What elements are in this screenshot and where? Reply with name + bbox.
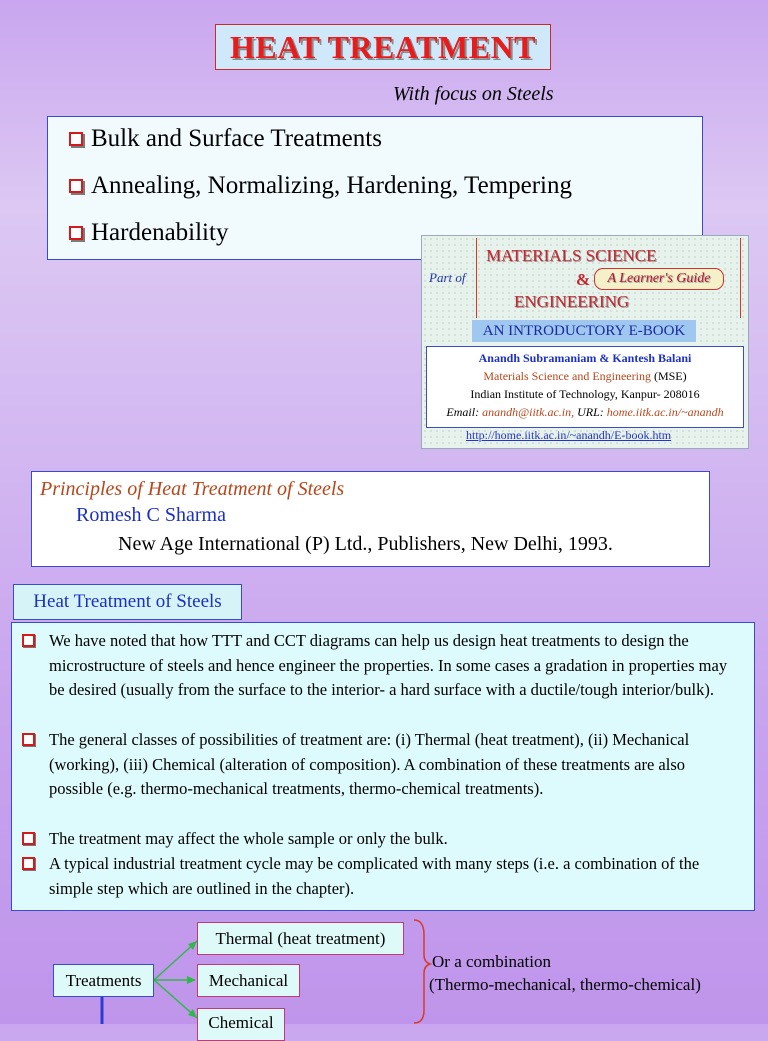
topic-label: Hardenability — [91, 219, 229, 246]
reference-box — [31, 471, 710, 567]
checkbox-bullet-icon — [22, 832, 35, 845]
topic-item — [69, 125, 382, 153]
content-box — [11, 622, 755, 911]
checkbox-bullet-icon — [69, 226, 83, 240]
diagram-node-thermal: Thermal (heat treatment) — [197, 922, 404, 955]
reference-title: Principles of Heat Treatment of Steels — [40, 478, 345, 500]
cover-divider — [476, 238, 477, 318]
paragraph-text: A typical industrial treatment cycle may be complicated with many steps (i.e. a combination of the simple step which are outlined in the chapter). — [49, 854, 700, 898]
subtitle: With focus on Steels — [393, 83, 554, 105]
book-contact — [427, 405, 743, 420]
ebook-link[interactable]: http://home.iitk.ac.in/~anandh/E-book.htm — [466, 428, 672, 442]
email-label: Email: — [446, 405, 480, 419]
part-of-label: Part of — [429, 270, 466, 285]
diagram-node-chemical: Chemical — [197, 1008, 285, 1041]
book-dept-abbr: (MSE) — [653, 369, 687, 383]
checkbox-bullet-icon — [69, 179, 83, 193]
url-label: URL: — [577, 405, 604, 419]
reference-publisher: New Age International (P) Ltd., Publishers, New Delhi, 1993. — [118, 533, 613, 555]
diagram-node-mechanical: Mechanical — [197, 964, 300, 997]
book-dept: Materials Science and Engineering — [483, 369, 651, 383]
book-subtitle: AN INTRODUCTORY E-BOOK — [472, 320, 696, 342]
topic-label: Annealing, Normalizing, Hardening, Tempering — [91, 172, 572, 199]
checkbox-bullet-icon — [69, 132, 83, 146]
paragraph-text: The general classes of possibilities of treatment are: (i) Thermal (heat treatment), (ii) Mechanical (working), (iii) Chemical (alteration of composition). A combination of these treatments are also possible (e.g. thermo-mechanical treatments, thermo-chemical treatments). — [49, 730, 690, 798]
checkbox-bullet-icon — [22, 857, 35, 870]
diagram-root-treatments: Treatments — [53, 964, 154, 997]
list-item — [49, 629, 739, 703]
book-authors-box — [426, 346, 744, 428]
cover-divider — [740, 238, 741, 318]
checkbox-bullet-icon — [22, 733, 35, 746]
section-heading: Heat Treatment of Steels — [13, 584, 242, 620]
list-item — [49, 827, 739, 852]
topic-item — [69, 172, 572, 200]
page-title: HEAT TREATMENT — [229, 28, 537, 65]
reference-author: Romesh C Sharma — [76, 504, 226, 526]
title-box — [215, 24, 551, 70]
book-institute: Indian Institute of Technology, Kanpur- 208016 — [470, 387, 700, 401]
checkbox-bullet-icon — [22, 634, 35, 647]
book-title-line2: ENGINEERING — [514, 292, 630, 311]
book-ampersand: & — [576, 270, 591, 289]
combination-detail: (Thermo-mechanical, thermo-chemical) — [429, 975, 701, 994]
book-dept-line — [427, 369, 743, 384]
list-item — [49, 852, 739, 901]
book-tagline: A Learner's Guide — [594, 268, 724, 290]
arrowhead-icon — [187, 976, 196, 984]
paragraph-text: We have noted that how TTT and CCT diagrams can help us design heat treatments to design the microstructure of steels and hence engineer the properties. In some cases a gradation in properties may be desired (usually from the surface to the interior- a hard surface with a ductile/tough interior/bulk). — [49, 631, 728, 699]
combination-label: Or a combination — [432, 952, 551, 971]
combination-brace — [414, 920, 430, 1023]
paragraph-text: The treatment may affect the whole sample or only the bulk. — [49, 829, 448, 848]
topic-label: Bulk and Surface Treatments — [91, 125, 382, 152]
url-link[interactable]: home.iitk.ac.in/~anandh — [606, 405, 724, 419]
book-authors: Anandh Subramaniam & Kantesh Balani — [478, 351, 692, 365]
email-link[interactable]: anandh@iitk.ac.in, — [482, 405, 575, 419]
topic-item — [69, 219, 228, 247]
book-title-line1: MATERIALS SCIENCE — [486, 246, 657, 265]
list-item — [49, 728, 739, 802]
